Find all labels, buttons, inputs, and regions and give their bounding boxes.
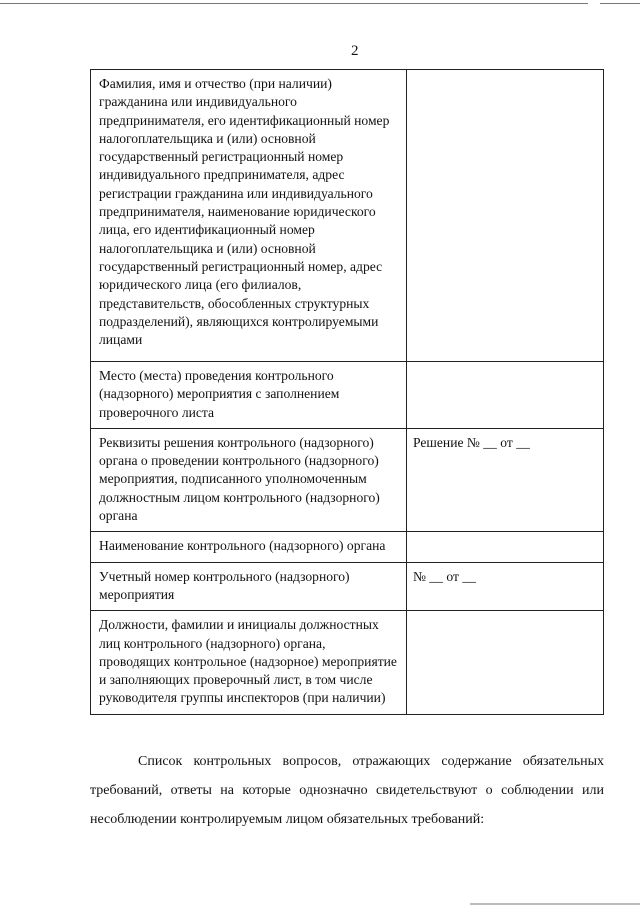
row-value-place xyxy=(407,362,604,429)
page-number: 2 xyxy=(351,43,359,59)
row-value-decision-details: Решение № __ от __ xyxy=(407,428,604,531)
row-label-decision-details: Реквизиты решения контрольного (надзорного) органа о проведении контрольного (надзорного) мероприятия, подписанного уполномоченным должностным лицом контрольного (надзорного) органа xyxy=(91,428,407,531)
table-row xyxy=(91,70,604,362)
table-row xyxy=(91,532,604,562)
row-value-controlled-person xyxy=(407,70,604,362)
row-label-registration-number: Учетный номер контрольного (надзорного) мероприятия xyxy=(91,562,407,611)
top-border-line xyxy=(0,3,588,4)
row-value-authority-name xyxy=(407,532,604,562)
top-border-line-right xyxy=(600,3,640,4)
table-row xyxy=(91,362,604,429)
row-label-authority-name: Наименование контрольного (надзорного) органа xyxy=(91,532,407,562)
table-row xyxy=(91,611,604,714)
table-row xyxy=(91,428,604,531)
checklist-info-table xyxy=(90,69,604,715)
row-value-officials xyxy=(407,611,604,714)
row-label-controlled-person: Фамилия, имя и отчество (при наличии) гражданина или индивидуального предпринимателя, его идентификационный номер налогоплательщика и (или) основной государственный регистрационный номер индивидуального предпринимателя, адрес регистрации гражданина или индивидуального предпринимателя, наименование юридического лица, его идентификационный номер налогоплательщика и (или) основной государственный регистрационный номер, адрес юридического лица (его филиалов, представительств, обособленных структурных подразделений), являющихся контролируемыми лицами xyxy=(91,70,407,362)
row-value-registration-number: № __ от __ xyxy=(407,562,604,611)
row-label-place: Место (места) проведения контрольного (надзорного) мероприятия с заполнением проверочного листа xyxy=(91,362,407,429)
row-label-officials: Должности, фамилии и инициалы должностных лиц контрольного (надзорного) органа, проводящих контрольное (надзорное) мероприятие и заполняющих проверочный лист, в том числе руководителя группы инспекторов (при наличии) xyxy=(91,611,407,714)
table-row xyxy=(91,562,604,611)
checklist-intro-paragraph: Список контрольных вопросов, отражающих содержание обязательных требований, ответы на которые однозначно свидетельствуют о соблюдении или несоблюдении контролируемым лицом обязательных требований: xyxy=(90,754,604,827)
